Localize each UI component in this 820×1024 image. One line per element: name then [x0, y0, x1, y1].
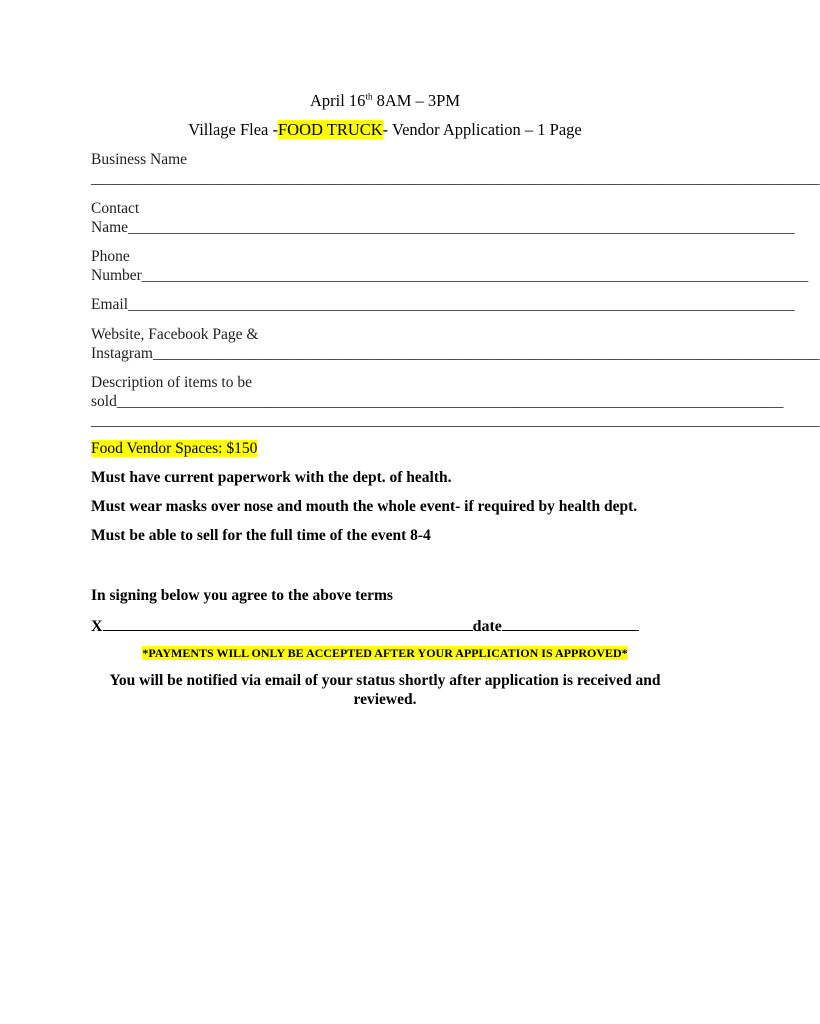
- food-truck-highlight: FOOD TRUCK: [278, 120, 383, 139]
- signature-line[interactable]: [91, 616, 639, 636]
- rule-health-paperwork: Must have current paperwork with the dept. of health.: [91, 469, 452, 486]
- event-date: April 16th 8AM – 3PM: [309, 91, 461, 110]
- signature-x-label: X: [91, 618, 103, 635]
- business-name-field[interactable]: Business Name ______________________________________________________________________________________________: [91, 151, 820, 187]
- phone-number-field[interactable]: Phone Number______________________________________________________________________________________: [91, 248, 809, 284]
- food-vendor-spaces-price: Food Vendor Spaces: $150: [91, 440, 258, 457]
- email-field[interactable]: Email______________________________________________________________________________________: [91, 296, 795, 313]
- date-input[interactable]: [502, 616, 639, 631]
- payment-notice: *PAYMENTS WILL ONLY BE ACCEPTED AFTER YOUR APPLICATION IS APPROVED*: [142, 646, 628, 660]
- rule-masks: Must wear masks over nose and mouth the whole event- if required by health dept.: [91, 498, 638, 515]
- description-field[interactable]: Description of items to be sold______________________________________________________________________________________ ______________________________________________________________________________________________: [91, 374, 820, 429]
- signature-input[interactable]: [103, 616, 473, 631]
- signing-agreement-text: In signing below you agree to the above terms: [91, 587, 393, 604]
- date-label: date: [472, 618, 502, 635]
- website-field[interactable]: Website, Facebook Page & Instagram______________________________________________________________________________________: [91, 326, 820, 362]
- contact-name-field[interactable]: Contact Name______________________________________________________________________________________: [91, 200, 795, 236]
- notification-text: You will be notified via email of your status shortly after application is received and reviewed.: [109, 672, 661, 708]
- rule-full-time: Must be able to sell for the full time of the event 8-4: [91, 527, 431, 544]
- application-title: Village Flea -FOOD TRUCK- Vendor Application – 1 Page: [188, 120, 582, 139]
